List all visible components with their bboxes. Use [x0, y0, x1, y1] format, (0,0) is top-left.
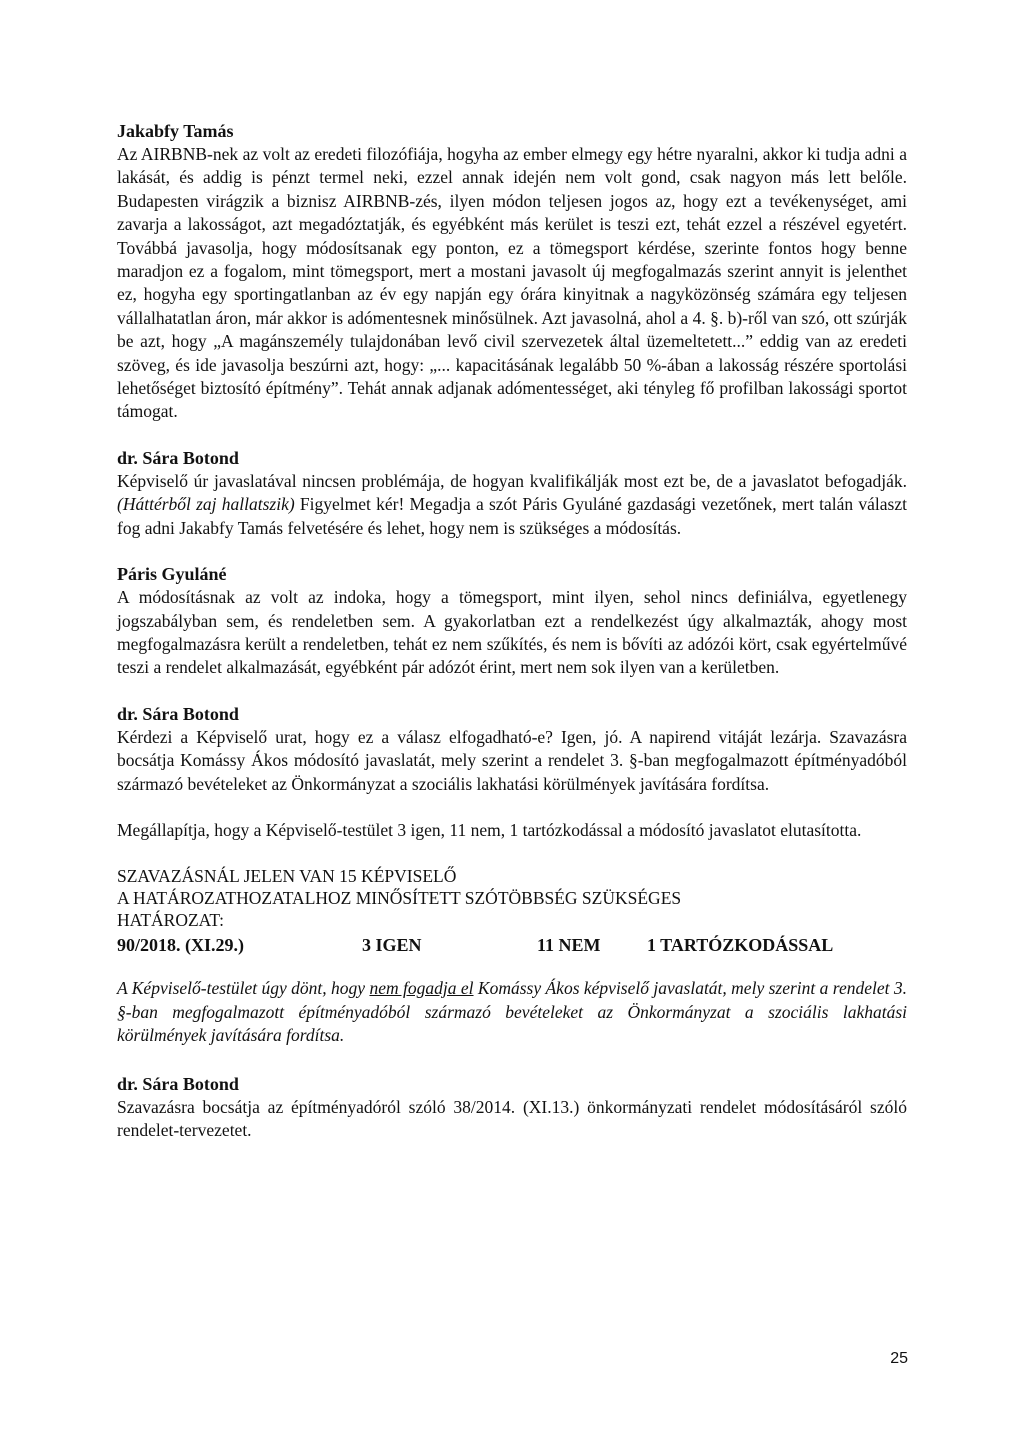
speech-text: [117, 470, 907, 540]
speaker-name: dr. Sára Botond: [117, 447, 239, 468]
speech-text-part: Figyelmet kér! Megadja a szót Páris Gyuláné gazdasági vezetőnek, mert talán választ fog adni Jakabfy Tamás felvetésére és lehet, hogy nem is szükséges a módosítás.: [117, 494, 907, 538]
decision-text: [117, 977, 907, 1047]
speaker-name: dr. Sára Botond: [117, 1073, 239, 1094]
speech-text: Szavazásra bocsátja az építményadóról szóló 38/2014. (XI.13.) önkormányzati rendelet módosításáról szóló rendelet-tervezetet.: [117, 1096, 907, 1140]
document-body: [117, 120, 907, 1165]
speech-text: Kérdezi a Képviselő urat, hogy ez a válasz elfogadható-e? Igen, jó. A napirend vitáját lezárja. Szavazásra bocsátja Komássy Ákos módosító javaslatát, mely szerint a rendelet 3. §-ban megfogalmazott építményadóból származó bevételeket az Önkormányzat a szociális lakhatási körülmények javítására fordítsa.: [117, 726, 907, 794]
page-number: 25: [890, 1350, 908, 1367]
vote-section: [117, 865, 907, 1047]
vote-present: SZAVAZÁSNÁL JELEN VAN 15 KÉPVISELŐ: [117, 866, 457, 887]
vote-yes: 3 IGEN: [362, 935, 422, 956]
vote-result: [117, 933, 907, 957]
finding: [117, 819, 907, 842]
speaker-name: Jakabfy Tamás: [117, 121, 234, 141]
decision-part: Komássy Ákos képviselő javaslatát, mely szerint a rendelet 3. §-ban megfogalmazott építményadóból származó bevételeket az Önkormányzat a szociális lakhatási körülmények javítására fordítsa.: [117, 978, 907, 1046]
decision-part: A Képviselő-testület úgy dönt, hogy: [117, 978, 370, 999]
vote-abstain: 1 TARTÓZKODÁSSAL: [647, 935, 834, 956]
speech-text: A módosításnak az volt az indoka, hogy a tömegsport, mint ilyen, sehol nincs definiálva, egyetlenegy jogszabályban sem, és rendeletben sem. A gyakorlatban ezt a rendelkezést úgy alkalmazták, ahogy most megfogalmazásra került a rendeletben, tehát ez nem szűkítés, és nem is bővíti az adózói kört, csak egyértelművé teszi a rendelet alkalmazását, egyébként pár adózót érint, mert nem sok ilyen van a kerületben.: [117, 587, 907, 678]
speech-text-part: Képviselő úr javaslatával nincsen problémája, de hogyan kvalifikálják most ezt be, de a javaslatot befogadják.: [117, 470, 907, 491]
speech-jakabfy: [117, 120, 907, 424]
resolution-number: 90/2018. (XI.29.): [117, 935, 244, 956]
vote-label: HATÁROZAT:: [117, 910, 225, 931]
decision-underlined: nem fogadja el: [369, 978, 474, 999]
finding-text: Megállapítja, hogy a Képviselő-testület 3 igen, 11 nem, 1 tartózkodással a módosító javaslatot elutasította.: [117, 819, 862, 840]
speech-sara-1: [117, 447, 907, 540]
speech-text: Az AIRBNB-nek az volt az eredeti filozófiája, hogyha az ember elmegy egy hétre nyaralni, akkor ki tudja adni a lakását, és addig is pénzt termel neki, ezzel annak idején nem volt gond, csak nagyon más lett belőle. Budapesten virágzik a biznisz AIRBNB-zés, ilyen módon teljesen jogos az, hogy ezt a tevékenységet, ami zavarja a lakosságot, azt megadóztatják, és egyébként más kerület is teszi ezt, tehát ezzel a részével egyetért. Továbbá javasolja, hogy módosítsanak egy ponton, ez a tömegsport kérdése, szerinte fontos hogy benne maradjon ez a fogalom, mint tömegsport, mert a mostani javasolt új megfogalmazás szerint annyit is jelenthet ez, hogyha egy sportingatlanban az év egy napján egy órára kinyitnak a nagyközönség számára egy teljesen vállalhatatlan áron, már akkor is adómentesnek minősülnek. Azt javasolná, ahol a 4. §. b)-ről van szó, ott szúrják be azt, hogy „A magánszemély tulajdonában levő civil szervezetek által üzemeltetett...” eddig van az eredeti szöveg, és ide javasolja beszúrni azt, hogy: „... kapacitásának legalább 50 %-ában a lakosság részére sportolási lehetőséget biztosító építmény”. Tehát annak adjanak adómentességet, aki tényleg fő profilban lakossági sportot támogat.: [117, 144, 907, 422]
vote-majority: A HATÁROZATHOZATALHOZ MINŐSÍTETT SZÓTÖBBSÉG SZÜKSÉGES: [117, 888, 682, 909]
speaker-name: dr. Sára Botond: [117, 703, 239, 724]
speaker-name: Páris Gyuláné: [117, 564, 227, 585]
speech-sara-2: [117, 703, 907, 796]
speech-sara-3: [117, 1073, 907, 1143]
speech-paris: [117, 563, 907, 680]
vote-no: 11 NEM: [537, 935, 601, 956]
stage-note: (Háttérből zaj hallatszik): [117, 494, 295, 515]
